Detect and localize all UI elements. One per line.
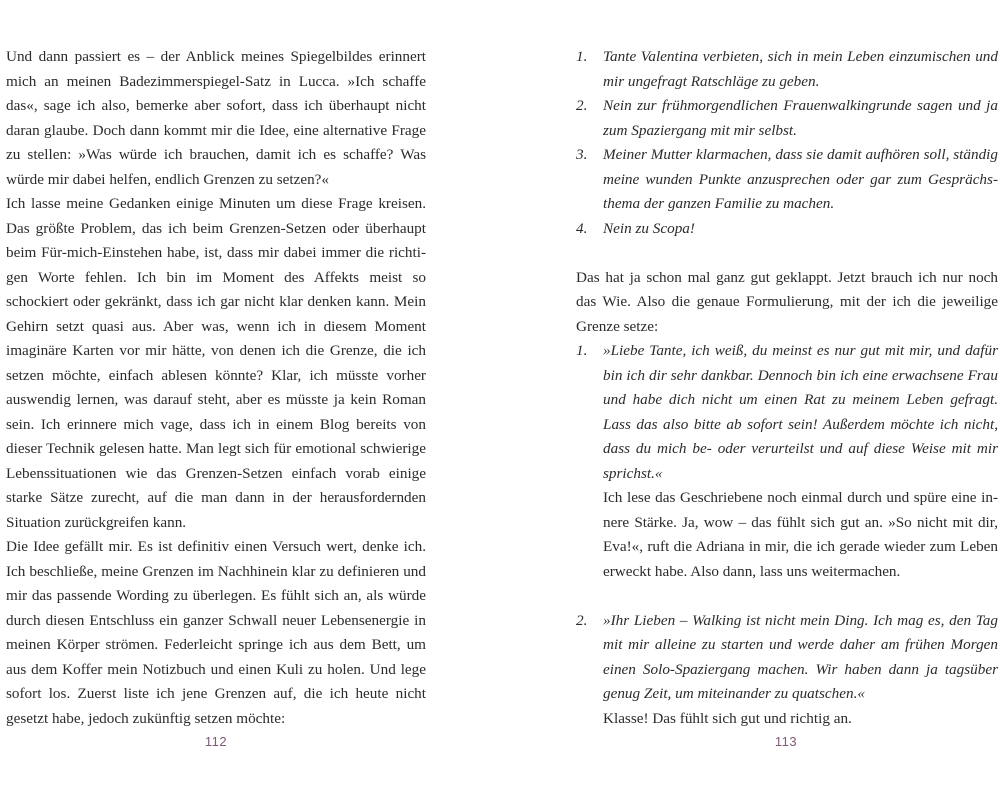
list-item xyxy=(576,339,998,584)
list-item xyxy=(576,94,998,143)
list-number: 1. xyxy=(576,48,588,65)
list-item xyxy=(576,45,998,94)
list-item xyxy=(576,609,998,732)
list-item xyxy=(576,143,998,217)
list-number: 2. xyxy=(576,97,588,114)
list-item-text: Meiner Mutter klarmachen, dass sie damit aufhören soll, ständig meine wunden Punkte anzusprechen oder gar zum Gesprächsthema der ganzen Familie zu machen. xyxy=(603,146,998,212)
phrasing-list xyxy=(576,339,998,731)
boundaries-list xyxy=(576,45,998,241)
list-number: 1. xyxy=(576,342,588,359)
paragraph-intro: Das hat ja schon mal ganz gut geklappt. Jetzt brauch ich nur noch das Wie. Also die genaue Formulierung, mit der ich die jeweilige Grenze setze: xyxy=(576,268,998,335)
paragraph-decision: Die Idee gefällt mir. Es ist definitiv einen Versuch wert, denke ich. Ich beschließe, meine Grenzen im Nachhinein klar zu definieren und mir das passende Wording zu überlegen. Es fühlt sich an, als würde durch diesen Entschluss ein ganzer Schwall neuer Lebensenergie in meinen Körper strömen. Federleicht springe ich aus dem Bett, um aus dem Koffer mein Notizbuch und einen Kuli zu holen. Und lege sofort los. Zuerst liste ich jene Grenzen auf, die ich heute nicht gesetzt habe, jedoch zukünftig setzen möchte: xyxy=(6,538,426,727)
paragraph-mirror: Und dann passiert es – der Anblick meines Spiegelbildes erinnert mich an meinen Badezimmerspiegel-Satz in Lucca. »Ich schaffe das«, sage ich also, bemerke aber sofort, dass ich überhaupt nicht daran glaube. Doch dann kommt mir die Idee, eine alternative Frage zu stellen: »Was würde ich brauchen, damit ich es schaffe? Was würde mir dabei helfen, endlich Grenzen zu setzen?« xyxy=(6,48,426,188)
reflection-text: Ich lese das Geschriebene noch einmal durch und spüre eine innere Stärke. Ja, wow – das fühlt sich gut an. »So nicht mit dir, Eva!«, ruft die Adriana in mir, die ich gerade wieder zum Leben erweckt habe. Also dann, lass uns weitermachen. xyxy=(603,489,998,580)
left-page xyxy=(6,45,426,731)
paragraph-thoughts: Ich lasse meine Gedanken einige Minuten um diese Frage kreisen. Das größte Problem, das ich beim Grenzen-Setzen oder überhaupt beim Für-mich-Einstehen habe, ist, dass mir dabei immer die richtigen Worte fehlen. Ich bin im Moment des Affekts meist so schockiert oder gekränkt, dass ich gar nicht klar denken kann. Mein Gehirn setzt quasi aus. Aber was, wenn ich in diesem Moment imaginäre Karten vor mir hätte, von denen ich die Grenze, die ich setzen möchte, einfach ablesen könnte? Klar, ich müsste vorher auswendig lernen, was darauf steht, aber es müsste ja kein Roman sein. Ich erinnere mich vage, dass ich in einem Blog bereits von dieser Technik gelesen hatte. Man legt sich für emotional schwierige Lebenssituationen wie das Grenzen-Setzen einfach vorab einige starke Sätze zurecht, auf die man dann in der herausfordernden Situation zurückgreifen kann. xyxy=(6,195,426,531)
list-item-text: Nein zur frühmorgendlichen Frauenwalkingrunde sagen und ja zum Spaziergang mit mir selbst. xyxy=(603,97,998,139)
reflection-text: Klasse! Das fühlt sich gut und richtig an. xyxy=(603,709,852,727)
list-number: 4. xyxy=(576,219,588,237)
list-number: 2. xyxy=(576,611,588,629)
list-item xyxy=(576,217,998,242)
page-number-left: 112 xyxy=(204,734,228,749)
list-item-text: Nein zu Scopa! xyxy=(603,219,695,237)
quote-text: »Liebe Tante, ich weiß, du meinst es nur gut mit mir, und dafür bin ich dir sehr dankbar. Dennoch bin ich eine erwachsene Frau und habe dich nicht um einen Rat zu meinem Leben gefragt. Lass das also bitte ab sofort sein! Außerdem möchte ich nicht, dass du mich be- oder verurteilst und auf diese Weise mit mir sprichst.« xyxy=(603,342,998,482)
quote-text: »Ihr Lieben – Walking ist nicht mein Ding. Ich mag es, den Tag mit mir alleine zu starten und werde daher am frühen Morgen einen Solo-Spaziergang machen. Wir haben dann ja tagsüber genug Zeit, um miteinander zu quatschen.« xyxy=(603,611,998,702)
page-number-right: 113 xyxy=(774,734,798,749)
list-item-text: Tante Valentina verbieten, sich in mein Leben einzumischen und mir ungefragt Ratschläge zu geben. xyxy=(603,48,998,90)
right-page xyxy=(576,45,998,731)
list-number: 3. xyxy=(576,146,588,163)
